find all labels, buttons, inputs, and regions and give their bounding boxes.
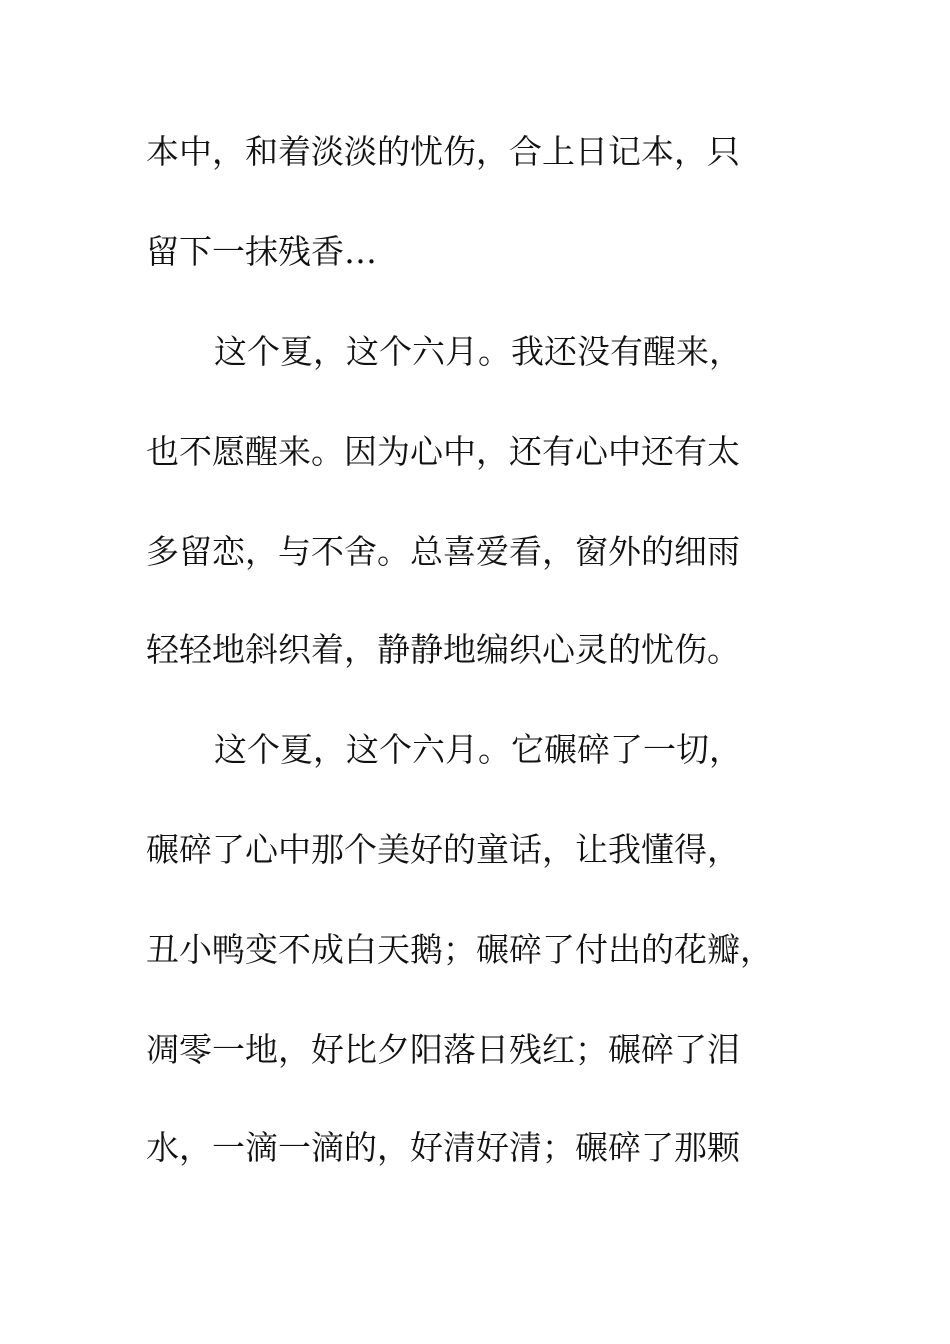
text-line: 也不愿醒来。因为心中，还有心中还有太: [146, 432, 740, 471]
paragraph-start-line: 这个夏，这个六月。我还没有醒来，: [214, 332, 742, 371]
text-line: 丑小鸭变不成白天鹅；碾碎了付出的花瓣，: [146, 930, 773, 969]
text-line: 水，一滴一滴的，好清好清；碾碎了那颗: [146, 1128, 740, 1167]
text-line: 轻轻地斜织着，静静地编织心灵的忧伤。: [146, 630, 740, 669]
text-line: 本中，和着淡淡的忧伤，合上日记本，只: [146, 132, 740, 171]
text-line: 多留恋，与不舍。总喜爱看，窗外的细雨: [146, 532, 740, 571]
text-line: 凋零一地，好比夕阳落日残红；碾碎了泪: [146, 1030, 740, 1069]
text-line: 留下一抹残香…: [146, 232, 377, 271]
paragraph-start-line: 这个夏，这个六月。它碾碎了一切，: [214, 730, 742, 769]
text-line: 碾碎了心中那个美好的童话，让我懂得，: [146, 830, 740, 869]
